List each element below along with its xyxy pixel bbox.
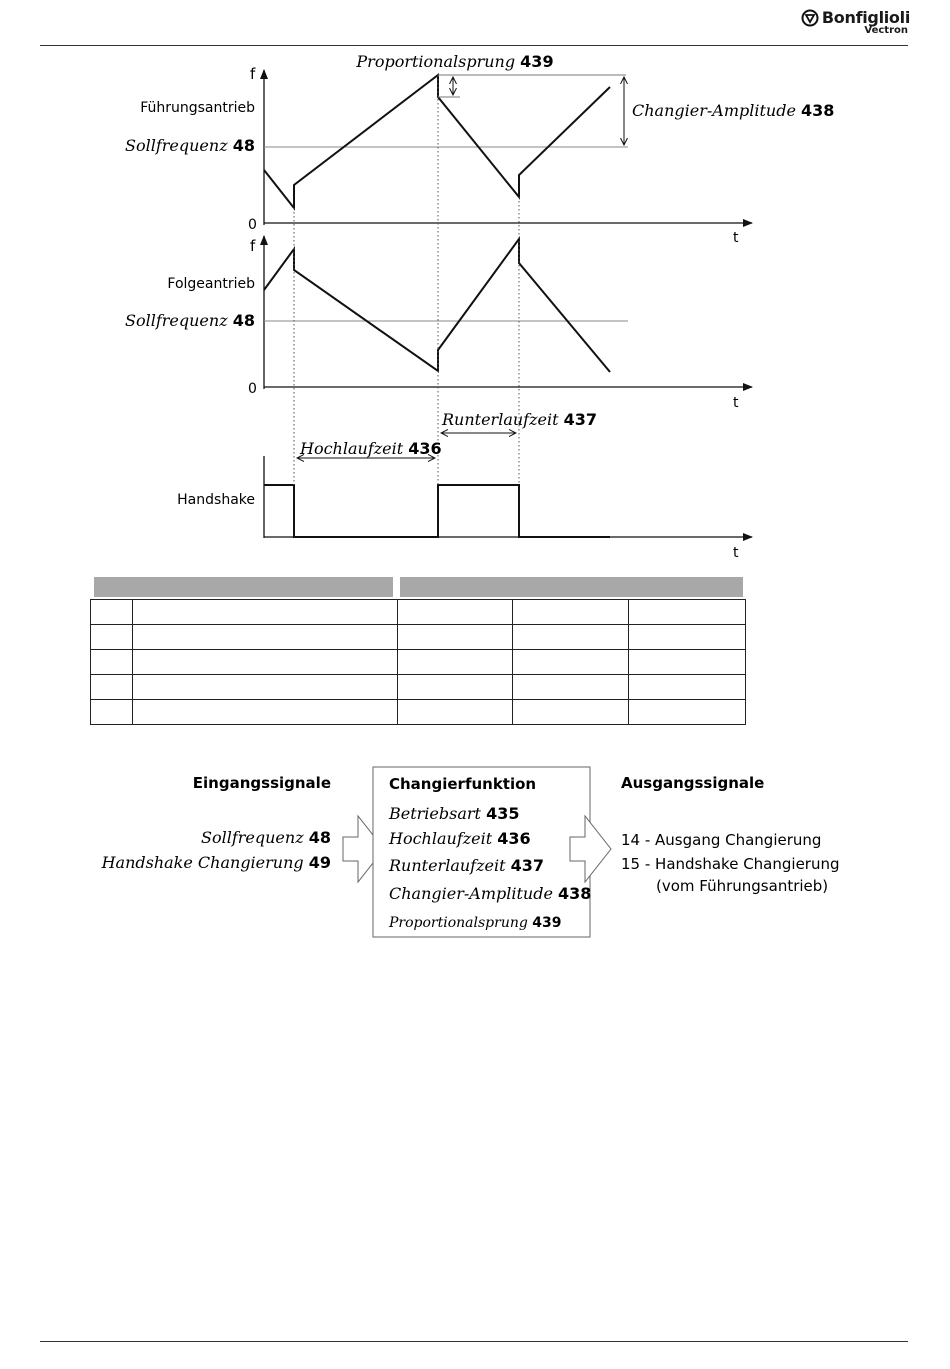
amplitude-label: Changier-Amplitude 438 xyxy=(632,101,835,120)
input-set-frequency: Sollfrequenz 48 xyxy=(201,828,331,847)
lead-set-frequency-label: Sollfrequenz 48 xyxy=(125,136,255,155)
table-cell xyxy=(132,675,397,700)
lead-f-axis-label: f xyxy=(250,65,256,83)
lead-zero-label: 0 xyxy=(248,217,257,233)
table-cell xyxy=(513,675,629,700)
handshake-t-axis-label: t xyxy=(733,545,739,561)
table-cell xyxy=(513,600,629,625)
table-row xyxy=(91,600,746,625)
function-param-prop-step: Proportionalsprung 439 xyxy=(389,915,562,931)
follow-zero-label: 0 xyxy=(248,381,257,397)
handshake-waveform xyxy=(264,485,610,537)
function-param-ramp-down: Runterlaufzeit 437 xyxy=(389,856,545,875)
timing-diagram xyxy=(0,0,950,570)
handshake-label: Handshake xyxy=(177,492,255,508)
footer-rule xyxy=(40,1341,908,1342)
output-handshake-note: (vom Führungsantrieb) xyxy=(656,877,829,895)
table-row xyxy=(91,700,746,725)
table-cell xyxy=(513,650,629,675)
table-cell xyxy=(91,700,133,725)
table-cell xyxy=(91,625,133,650)
follow-drive-axes xyxy=(264,236,752,389)
ramp-down-label: Runterlaufzeit 437 xyxy=(442,410,598,429)
table-cell xyxy=(91,600,133,625)
lead-drive-waveform xyxy=(264,75,610,208)
table-cell xyxy=(132,650,397,675)
outputs-title: Ausgangssignale xyxy=(621,774,765,792)
handshake-axes xyxy=(264,456,752,538)
lead-drive-label: Führungsantrieb xyxy=(140,100,255,116)
follow-t-axis-label: t xyxy=(733,395,739,411)
table-cell xyxy=(397,675,513,700)
table-cell xyxy=(397,700,513,725)
table-cell xyxy=(629,650,746,675)
table-row xyxy=(91,625,746,650)
lead-t-axis-label: t xyxy=(733,230,739,246)
function-param-amplitude: Changier-Amplitude 438 xyxy=(389,884,592,903)
table-cell xyxy=(132,600,397,625)
input-handshake: Handshake Changierung 49 xyxy=(101,853,331,872)
table-cell xyxy=(91,650,133,675)
table-cell xyxy=(629,700,746,725)
ramp-up-label: Hochlaufzeit 436 xyxy=(300,439,442,458)
output-traverse: 14 - Ausgang Changierung xyxy=(621,831,822,849)
follow-set-frequency-label: Sollfrequenz 48 xyxy=(125,311,255,330)
table-row xyxy=(91,675,746,700)
table-cell xyxy=(629,600,746,625)
table-row xyxy=(91,650,746,675)
block-diagram xyxy=(0,755,950,955)
brand-name: Bonfiglioli xyxy=(821,8,910,27)
table-header-left xyxy=(94,577,393,597)
table-cell xyxy=(132,700,397,725)
follow-drive-waveform xyxy=(264,239,610,372)
table-header-right xyxy=(400,577,743,597)
table-cell xyxy=(397,600,513,625)
function-param-operating-mode: Betriebsart 435 xyxy=(389,804,520,823)
function-title: Changierfunktion xyxy=(389,775,537,793)
table-cell xyxy=(629,625,746,650)
table-cell xyxy=(629,675,746,700)
function-param-ramp-up: Hochlaufzeit 436 xyxy=(389,829,531,848)
prop-step-label: Proportionalsprung 439 xyxy=(356,52,554,71)
follow-f-axis-label: f xyxy=(250,237,256,255)
table-cell xyxy=(132,625,397,650)
inputs-title: Eingangssignale xyxy=(192,774,331,792)
table-cell xyxy=(397,625,513,650)
table-cell xyxy=(397,650,513,675)
table-cell xyxy=(513,700,629,725)
follow-drive-label: Folgeantrieb xyxy=(167,276,255,292)
table-cell xyxy=(513,625,629,650)
parameter-table xyxy=(90,599,746,725)
output-handshake: 15 - Handshake Changierung xyxy=(621,855,840,873)
table-cell xyxy=(91,675,133,700)
brand-subtitle: Vectron xyxy=(864,25,908,36)
